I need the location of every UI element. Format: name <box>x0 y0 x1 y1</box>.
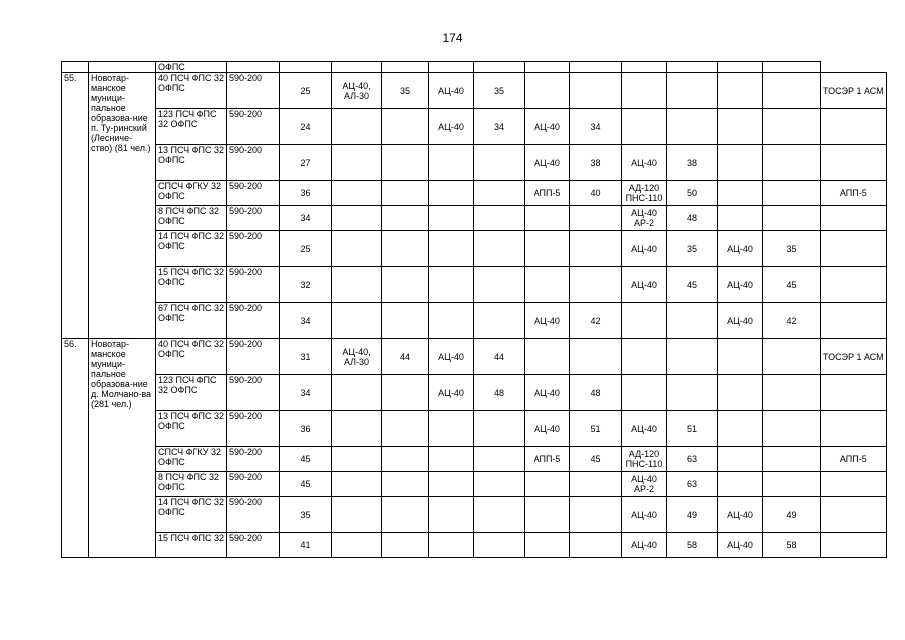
table-cell: АПП-5 <box>525 447 570 472</box>
table-cell: 36 <box>280 411 332 447</box>
fire-unit-cell: 8 ПСЧ ФПС 32 ОФПС <box>156 206 227 231</box>
table-cell: 35 <box>280 497 332 533</box>
table-cell <box>821 303 887 339</box>
table-cell <box>429 533 474 558</box>
table-cell <box>763 181 821 206</box>
table-cell <box>718 206 763 231</box>
table-cell: 48 <box>474 375 525 411</box>
table-cell: 25 <box>280 73 332 109</box>
table-cell <box>821 109 887 145</box>
table-cell: 49 <box>763 497 821 533</box>
table-cell <box>474 181 525 206</box>
fire-unit-cell: СПСЧ ФГКУ 32 ОФПС <box>156 447 227 472</box>
table-cell <box>763 447 821 472</box>
table-cell <box>570 73 622 109</box>
table-row <box>62 109 887 145</box>
radio-range-cell: 590-200 <box>227 303 280 339</box>
table-cell <box>622 339 667 375</box>
table-cell: ТОСЭР 1 АСМ <box>821 73 887 109</box>
table-cell <box>332 145 382 181</box>
table-cell <box>570 267 622 303</box>
table-cell <box>332 497 382 533</box>
radio-range-cell: 590-200 <box>227 109 280 145</box>
fire-unit-cell: 15 ПСЧ ФПС 32 ОФПС <box>156 267 227 303</box>
table-cell: АЦ-40 <box>718 497 763 533</box>
table-cell <box>718 145 763 181</box>
table-cell <box>429 303 474 339</box>
table-cell <box>525 472 570 497</box>
table-cell <box>332 181 382 206</box>
table-cell <box>622 375 667 411</box>
table-cell <box>429 231 474 267</box>
table-cell <box>429 447 474 472</box>
table-cell: 49 <box>667 497 718 533</box>
table-cell <box>570 497 622 533</box>
fire-unit-cell: 15 ПСЧ ФПС 32 <box>156 533 227 558</box>
table-cell <box>525 267 570 303</box>
table-cell: АЦ-40 <box>525 411 570 447</box>
table-cell: АД-120 ПНС-110 <box>622 447 667 472</box>
table-cell: 45 <box>667 267 718 303</box>
table-cell <box>718 339 763 375</box>
table-cell: АЦ-40 <box>718 303 763 339</box>
table-cell <box>429 206 474 231</box>
fire-response-table <box>61 61 887 558</box>
table-row <box>62 375 887 411</box>
table-cell <box>763 472 821 497</box>
table-cell: 42 <box>763 303 821 339</box>
table-cell: АЦ-40 <box>622 231 667 267</box>
radio-range-cell: 590-200 <box>227 447 280 472</box>
table-cell <box>332 267 382 303</box>
fire-unit-cell: 40 ПСЧ ФПС 32 ОФПС <box>156 73 227 109</box>
table-cell: 51 <box>667 411 718 447</box>
table-cell: 38 <box>667 145 718 181</box>
table-cell <box>821 533 887 558</box>
table-cell <box>429 497 474 533</box>
table-cell <box>474 145 525 181</box>
radio-range-cell: 590-200 <box>227 181 280 206</box>
table-cell: АЦ-40 <box>622 411 667 447</box>
table-cell: 45 <box>280 472 332 497</box>
table-cell <box>382 497 429 533</box>
table-cell <box>570 206 622 231</box>
table-cell <box>332 109 382 145</box>
table-cell: 35 <box>474 73 525 109</box>
table-cell: 48 <box>667 206 718 231</box>
table-cell: 38 <box>570 145 622 181</box>
table-cell: 35 <box>763 231 821 267</box>
table-cell <box>525 533 570 558</box>
table-cell: АЦ-40 <box>718 231 763 267</box>
table-row <box>62 73 887 109</box>
table-cell <box>429 181 474 206</box>
table-cell: АЦ-40 <box>718 533 763 558</box>
table-cell <box>382 109 429 145</box>
table-cell: АЦ-40 АР-2 <box>622 472 667 497</box>
table-cell: 31 <box>280 339 332 375</box>
table-cell: АЦ-40, АЛ-30 <box>332 73 382 109</box>
radio-range-cell: 590-200 <box>227 73 280 109</box>
radio-range-cell: 590-200 <box>227 472 280 497</box>
table-cell <box>667 303 718 339</box>
table-cell <box>525 497 570 533</box>
table-cell: 34 <box>474 109 525 145</box>
table-cell: 44 <box>474 339 525 375</box>
table-cell <box>332 533 382 558</box>
table-cell <box>382 447 429 472</box>
table-cell <box>474 497 525 533</box>
table-cell <box>763 109 821 145</box>
table-cell: 45 <box>763 267 821 303</box>
table-cell: 25 <box>280 231 332 267</box>
table-row <box>62 62 887 73</box>
table-cell: 27 <box>280 145 332 181</box>
table-cell: 36 <box>280 181 332 206</box>
table-cell <box>763 411 821 447</box>
table-cell: ОФПС <box>156 62 227 73</box>
table-cell <box>332 303 382 339</box>
table-cell <box>718 447 763 472</box>
table-cell: АПП-5 <box>821 447 887 472</box>
table-cell <box>718 181 763 206</box>
table-cell <box>382 181 429 206</box>
fire-unit-cell: 14 ПСЧ ФПС 32 ОФПС <box>156 231 227 267</box>
table-cell <box>667 109 718 145</box>
radio-range-cell: 590-200 <box>227 231 280 267</box>
table-cell <box>821 375 887 411</box>
table-cell: 42 <box>570 303 622 339</box>
table-cell <box>763 339 821 375</box>
radio-range-cell: 590-200 <box>227 145 280 181</box>
fire-unit-cell: 123 ПСЧ ФПС 32 ОФПС <box>156 109 227 145</box>
table-cell <box>821 472 887 497</box>
table-row <box>62 533 887 558</box>
table-cell <box>718 411 763 447</box>
table-cell <box>570 339 622 375</box>
fire-unit-cell: 8 ПСЧ ФПС 32 ОФПС <box>156 472 227 497</box>
table-cell <box>382 472 429 497</box>
table-cell: АПП-5 <box>525 181 570 206</box>
radio-range-cell: 590-200 <box>227 339 280 375</box>
table-cell: 34 <box>280 206 332 231</box>
table-cell: 40 <box>570 181 622 206</box>
table-cell <box>474 411 525 447</box>
table-cell <box>474 231 525 267</box>
table-cell <box>622 303 667 339</box>
table-cell: АД-120 ПНС-110 <box>622 181 667 206</box>
table-cell <box>622 73 667 109</box>
table-cell <box>763 375 821 411</box>
table-cell <box>332 472 382 497</box>
table-cell <box>332 375 382 411</box>
table-cell <box>570 533 622 558</box>
table-cell: АЦ-40 <box>525 145 570 181</box>
table-cell: 63 <box>667 447 718 472</box>
table-cell <box>382 303 429 339</box>
table-cell <box>525 339 570 375</box>
table-cell <box>382 411 429 447</box>
table-cell <box>718 375 763 411</box>
table-row <box>62 447 887 472</box>
table-cell: 35 <box>667 231 718 267</box>
radio-range-cell: 590-200 <box>227 497 280 533</box>
table-cell <box>382 206 429 231</box>
radio-range-cell: 590-200 <box>227 411 280 447</box>
table-cell: 48 <box>570 375 622 411</box>
table-cell <box>821 267 887 303</box>
table-cell <box>332 447 382 472</box>
table-row <box>62 339 887 375</box>
table-cell: АЦ-40 <box>718 267 763 303</box>
table-cell <box>622 109 667 145</box>
table-cell: АПП-5 <box>821 181 887 206</box>
table-cell <box>821 411 887 447</box>
table-cell: 51 <box>570 411 622 447</box>
settlement-name: Новотар-манское муници-пальное образова-ние д. Молчано-ва (281 чел.) <box>89 339 156 558</box>
table-row <box>62 145 887 181</box>
table-cell <box>763 145 821 181</box>
table-cell: АЦ-40, АЛ-30 <box>332 339 382 375</box>
table-cell <box>332 206 382 231</box>
table-cell <box>474 303 525 339</box>
fire-unit-cell: 13 ПСЧ ФПС 32 ОФПС <box>156 411 227 447</box>
fire-unit-cell: 67 ПСЧ ФПС 32 ОФПС <box>156 303 227 339</box>
table-cell: АЦ-40 <box>622 533 667 558</box>
table-cell: 45 <box>280 447 332 472</box>
table-cell <box>382 375 429 411</box>
table-cell: 35 <box>382 73 429 109</box>
table-cell: 58 <box>763 533 821 558</box>
table-row <box>62 267 887 303</box>
page-number: 174 <box>442 31 463 45</box>
table-cell <box>763 206 821 231</box>
table-cell: АЦ-40 <box>622 497 667 533</box>
table-cell: 45 <box>570 447 622 472</box>
table-cell <box>474 206 525 231</box>
table-cell: АЦ-40 <box>429 375 474 411</box>
table-row <box>62 472 887 497</box>
table-cell <box>718 472 763 497</box>
radio-range-cell: 590-200 <box>227 375 280 411</box>
table-cell <box>570 231 622 267</box>
table-cell: ТОСЭР 1 АСМ <box>821 339 887 375</box>
table-cell <box>474 533 525 558</box>
table-cell <box>474 267 525 303</box>
table-cell <box>474 472 525 497</box>
table-cell <box>474 447 525 472</box>
fire-unit-cell: 123 ПСЧ ФПС 32 ОФПС <box>156 375 227 411</box>
table-cell <box>429 472 474 497</box>
table-row <box>62 181 887 206</box>
radio-range-cell: 590-200 <box>227 206 280 231</box>
table-cell: 58 <box>667 533 718 558</box>
table-cell: 41 <box>280 533 332 558</box>
table-body <box>62 62 887 558</box>
table-cell <box>429 411 474 447</box>
table-cell: АЦ-40 <box>622 267 667 303</box>
table-cell <box>718 109 763 145</box>
table-row <box>62 206 887 231</box>
table-cell <box>382 145 429 181</box>
table-cell: АЦ-40 <box>525 303 570 339</box>
table-cell <box>667 73 718 109</box>
table-cell <box>525 206 570 231</box>
table-cell: АЦ-40 <box>622 145 667 181</box>
table-cell: 63 <box>667 472 718 497</box>
table-cell: АЦ-40 АР-2 <box>622 206 667 231</box>
table-cell <box>763 73 821 109</box>
table-cell: 32 <box>280 267 332 303</box>
fire-unit-cell: 13 ПСЧ ФПС 32 ОФПС <box>156 145 227 181</box>
table-cell <box>429 145 474 181</box>
table-cell: 44 <box>382 339 429 375</box>
fire-unit-cell: 40 ПСЧ ФПС 32 ОФПС <box>156 339 227 375</box>
fire-unit-cell: 14 ПСЧ ФПС 32 ОФПС <box>156 497 227 533</box>
table-cell: 34 <box>280 303 332 339</box>
table-row <box>62 303 887 339</box>
table-cell: 24 <box>280 109 332 145</box>
table-cell: АЦ-40 <box>429 73 474 109</box>
table-row <box>62 231 887 267</box>
table-cell <box>821 231 887 267</box>
fire-unit-cell: СПСЧ ФГКУ 32 ОФПС <box>156 181 227 206</box>
table-cell <box>332 411 382 447</box>
table-row <box>62 411 887 447</box>
table-cell: АЦ-40 <box>525 375 570 411</box>
table-cell <box>821 497 887 533</box>
table-cell <box>821 206 887 231</box>
settlement-name: Новотар-манское муници-пальное образова-ние п. Ту-ринский (Лесниче-ство) (81 чел.) <box>89 73 156 339</box>
table-cell <box>821 145 887 181</box>
table-cell: АЦ-40 <box>429 339 474 375</box>
table-cell <box>667 375 718 411</box>
radio-range-cell: 590-200 <box>227 267 280 303</box>
table-cell <box>429 267 474 303</box>
table-cell <box>718 73 763 109</box>
table-cell <box>570 472 622 497</box>
table-cell <box>382 267 429 303</box>
table-cell <box>332 231 382 267</box>
table-cell: 34 <box>280 375 332 411</box>
table-row <box>62 497 887 533</box>
section-number: 56. <box>62 339 89 558</box>
table-cell <box>667 339 718 375</box>
table-cell: АЦ-40 <box>525 109 570 145</box>
table-cell: АЦ-40 <box>429 109 474 145</box>
table-cell <box>382 533 429 558</box>
section-number: 55. <box>62 73 89 339</box>
table-cell: 50 <box>667 181 718 206</box>
table-cell <box>382 231 429 267</box>
table-cell: 34 <box>570 109 622 145</box>
radio-range-cell: 590-200 <box>227 533 280 558</box>
table-cell <box>525 73 570 109</box>
table-cell <box>525 231 570 267</box>
